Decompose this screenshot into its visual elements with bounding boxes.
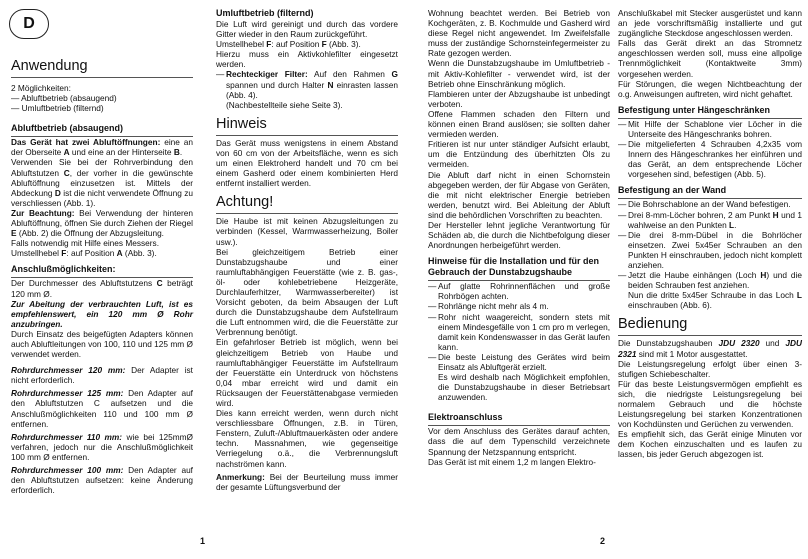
paragraph: Flambieren unter der Abzugshaube ist unbedingt verboten. bbox=[428, 88, 610, 109]
paragraph: Rohrdurchmesser 120 mm: Der Adapter ist nicht erforderlich. bbox=[11, 365, 193, 386]
paragraph: Bei gleichzeitigem Betrieb einer Dunstabzugshaube und einer raumluftabhängigen Feuerstätte (wie z. B. gas-, öl- oder kohlebetriebene Heizgeräte, Durchlauferhitzer, Warmwasserbereiter) ist Vorsicht geboten, da beim Absaugen der Luft durch die Dunstabzugshaube dem Aufstellraum die Luft entnommen wird, die die Feuerstätte zur Verbrennung benötigt. bbox=[216, 246, 398, 338]
paragraph: Umstellhebel F: auf Position A (Abb. 3). bbox=[11, 248, 157, 259]
paragraph: Anschlußkabel mit Stecker ausgerüstet und kann an jede vorschriftsmäßig installierte und gut zugängliche Steckdose angeschlossen werden. bbox=[618, 8, 802, 39]
page-number: 1 bbox=[200, 536, 206, 546]
paragraph: Fritieren ist nur unter ständiger Aufsicht erlaubt, um die Entzündung des überhitzten Öls zu vermeiden. bbox=[428, 139, 610, 170]
paragraph: Die Luft wird gereinigt und durch das vordere Gitter wieder in den Raum zurückgeführt. bbox=[216, 19, 398, 40]
paragraph: Vor dem Anschluss des Gerätes darauf achten, dass die auf dem Typenschild verzeichnete Spannung der Netzspannung entspricht. bbox=[428, 426, 610, 457]
paragraph: Verwenden Sie bei der Rohrverbindung den Abluftstutzen C, der vorher in die gewünschte Abluftöffnung einzusetzen ist. Mittels der Abdeckung D ist die nicht verwendete Öffnung zu verschliessen (Abb. 1). bbox=[11, 157, 193, 208]
paragraph: Falls das Gerät direkt an das Stromnetz angeschlossen werden soll, muss eine allpolige Trennmöglichkeit (Kontaktweite 3mm) vorgesehen werden. bbox=[618, 38, 802, 79]
heading-befestigung-wand: Befestigung an der Wand bbox=[618, 185, 802, 199]
paragraph: Das Gerät hat zwei Abluftöffnungen: eine an der Oberseite A und eine an der Hinterseite B. bbox=[11, 137, 193, 158]
paragraph: Offene Flammen schaden den Filtern und können einen Brand auslösen; sie sollten daher vermieden werden. bbox=[428, 108, 610, 140]
paragraph: Die Abluft darf nicht in einen Schornstein abgegeben werden, der für Abgase von Geräten, die mit nicht elektrischer Energie betrieben werden, benutzt wird. Bei Ableitung der Abluft sind die behördlichen Vorschriften zu beachten. bbox=[428, 169, 610, 220]
heading-hinweis: Hinweis bbox=[216, 116, 398, 136]
paragraph: Das Gerät muss wenigstens in einem Abstand von 60 cm von der Arbeitsfläche, wenn es sich um einen Elektroherd handelt und 70 cm bei einem Gasherd oder einem kombinierten Herd entfernt installiert werden. bbox=[216, 137, 398, 189]
paragraph: Wohnung beachtet werden. Bei Betrieb von Kochgeräten, z. B. Kochmulde und Gasherd wird diese Regel nicht angewendet. Im Zweifelsfalle muss der zuständige Schornsteinfegermeister zu Rate gezogen werden. bbox=[428, 8, 610, 59]
paragraph: Die Dunstabzugshauben JDU 2320 und JDU 2321 sind mit 1 Motor ausgestattet. bbox=[618, 338, 802, 359]
paragraph: Falls notwendig mit Hilfe eines Messers. bbox=[11, 238, 160, 249]
paragraph: Rohrdurchmesser 110 mm: wie bei 125mmØ verfahren, jedoch nur die Anschlußmöglichkeit 100 mm Ø entfernen. bbox=[11, 431, 193, 462]
heading-abluftbetrieb: Abluftbetrieb (absaugend) bbox=[11, 123, 193, 137]
list-item: — Rechteckiger Filter: Auf den Rahmen G spannen und durch Halter N einrasten lassen (Abb. 4). bbox=[216, 69, 398, 100]
heading-bedienung: Bedienung bbox=[618, 316, 802, 336]
page2-left-column bbox=[428, 8, 610, 467]
paragraph: Wenn die Dunstabzugshaube im Umluftbetrieb - mit Aktiv-Kohlefilter - verwendet wird, ist der Betrieb ohne Einschränkung möglich. bbox=[428, 58, 610, 89]
paragraph: Die Leistungsregelung erfolgt über einen 3-stufigen Schiebeschalter. bbox=[618, 358, 802, 379]
list-item: — Rohrlänge nicht mehr als 4 m. bbox=[428, 301, 549, 312]
list-item: — Die Bohrschablone an der Wand befestigen. bbox=[618, 199, 791, 210]
paragraph: Anmerkung: Bei der Beurteilung muss immer der gesamte Lüftungsverbund der bbox=[216, 471, 398, 492]
paragraph: Die Haube ist mit keinen Abzugsleitungen zu verbinden (Kessel, Warmwasserheizung, Boiler usw.). bbox=[216, 216, 398, 247]
paragraph: Zur Beachtung: Bei Verwendung der hinteren Abluftöffnung, öffnen Sie durch Ziehen der Riegel E (Abb. 2) die Öffnung der Abzugsleitung. bbox=[11, 207, 193, 239]
page1-right-column bbox=[216, 8, 398, 492]
heading-umluftbetrieb: Umluftbetrieb (filternd) bbox=[216, 8, 314, 18]
paragraph: Für das beste Leistungsvermögen empfiehlt es sich, die niedrigste Leistungsregelung bei normalem Gebrauch und die höchste Leistungsregelung bei starken Konzentrationen von Kochdünsten und Gerüchen zu verwenden. bbox=[618, 378, 802, 430]
page1-left-column bbox=[11, 58, 193, 495]
paragraph: Für Störungen, die wegen Nichtbeachtung der o.g. Anweisungen auftreten, wird nicht gehaftet. bbox=[618, 78, 802, 99]
paragraph: Dies kann erreicht werden, wenn durch nicht verschliessbare Öffnungen, z.B. in Türen, Fenstern, Zuluft-/Abluftmauerkästen oder andere techn. Massnahmen, wie gegenseitige Verriegelung o.ä., die Verbrennungsluft nachströmen kann. bbox=[216, 408, 398, 469]
list-item: — Rohr nicht waagereicht, sondern stets mit einem Mindesgefälle von 1 cm pro m verlegen, damit kein Kondenswasser in das Gerät laufen kann. bbox=[428, 311, 611, 352]
heading-achtung: Achtung! bbox=[216, 194, 398, 214]
paragraph: Der Durchmesser des Abluftstutzens C beträgt 120 mm Ø. bbox=[11, 278, 193, 299]
paragraph: Hierzu muss ein Aktivkohlefilter eingesetzt werden. bbox=[216, 49, 398, 70]
paragraph: Der Hersteller lehnt jegliche Verantwortung für Schäden ab, die durch die Nichtbefolgung dieser Anordnungen herbeigeführt werden. bbox=[428, 219, 610, 251]
paragraph: Es wird deshalb nach Möglichkeit empfohlen, die Dunstabzugshaube in dieser Betriebsart anzuwenden. bbox=[438, 372, 610, 403]
list-item: — Drei 8-mm-Löcher bohren, 2 am Punkt H und 1 wahlweise an den Punkten L. bbox=[618, 209, 802, 230]
page-number: 2 bbox=[600, 536, 606, 546]
list-item: — Jetzt die Haube einhängen (Loch H) und die beiden Schrauben fest anziehen. bbox=[618, 270, 802, 291]
list-item: — Mit Hilfe der Schablone vier Löcher in die Unterseite des Hängeschranks bohren. bbox=[618, 118, 802, 139]
paragraph: Rohrdurchmesser 125 mm: Den Adapter auf den Abluftstutzen C aufsetzen und die Anschlußmöglichkeiten 110 und 100 mm Ø entfernen. bbox=[11, 388, 193, 429]
paragraph: Rohrdurchmesser 100 mm: Den Adapter auf den Abluftstutzen aufsetzen: keine Änderung erforderlich. bbox=[11, 465, 193, 496]
paragraph: Das Gerät ist mit einem 1,2 m langen Elektro- bbox=[428, 456, 596, 467]
language-badge: D bbox=[9, 9, 49, 39]
text: — Abluftbetrieb (absaugend) bbox=[11, 93, 117, 104]
list-item: — Die mitgelieferten 4 Schrauben 4,2x35 vom Innern des Hängeschrankes her einführen und das Gerät, an dem entsprechende Löcher vorgesehen sind, befestigen (Abb. 5). bbox=[618, 139, 802, 180]
text: — Umluftbetrieb (filternd) bbox=[11, 103, 104, 114]
list-item: — Die drei 8-mm-Dübel in die Bohrlöcher einsetzen. Zwei 5x45er Schrauben an den Punkten H einschrauben, jedoch nicht komplett anziehen. bbox=[618, 229, 802, 270]
paragraph: Nun die dritte 5x45er Schraube in das Loch L einschrauben (Abb. 6). bbox=[628, 290, 802, 311]
page2-right-column bbox=[618, 8, 802, 460]
heading-anschluss: Anschlußmöglichkeiten: bbox=[11, 264, 193, 278]
paragraph: Durch Einsatz des beigefügten Adapters können auch Abluftleitungen von 100, 110 und 125 mm Ø verwendet werden. bbox=[11, 328, 193, 360]
heading-elektroanschluss: Elektroanschluss bbox=[428, 412, 610, 426]
paragraph: Zur Abeitung der verbrauchten Luft, ist es empfehlenswert, ein 120 mm Ø Rohr anzubringen. bbox=[11, 298, 193, 329]
heading-anwendung: Anwendung bbox=[11, 58, 193, 78]
page-2 bbox=[404, 0, 808, 559]
heading-installation: Hinweise für die Installation und für den Gebrauch der Dunstabzugshaube bbox=[428, 256, 610, 281]
paragraph: Es empfiehlt sich, das Gerät einige Minuten vor dem Kochen einzuschalten und es laufen zu lassen, bis jeder Geruch abgezogen ist. bbox=[618, 429, 802, 460]
paragraph: Umstellhebel F: auf Position F (Abb. 3). bbox=[216, 39, 361, 50]
text: 2 Möglichkeiten: bbox=[11, 83, 71, 93]
paragraph: Ein gefahrloser Betrieb ist möglich, wenn bei gleichzeitigem Betrieb von Haube und raumluftabhängiger Feuerstätte im Aufstellraum der Feuerstätte ein Unterdruck von höchstens 0,04 mbar erreicht wird und damit ein Rücksaugen der Feuerstättenabgase vermieden wird. bbox=[216, 337, 398, 408]
list-item: — Auf glatte Rohrinnenflächen und große Rohrbögen achten. bbox=[428, 281, 610, 302]
list-item: — Die beste Leistung des Gerätes wird beim Einsatz als Abluftgerät erzielt. bbox=[428, 351, 610, 372]
heading-befestigung-haengeschraenke: Befestigung unter Hängeschränken bbox=[618, 105, 802, 119]
paragraph: (Nachbestellteile siehe Seite 3). bbox=[226, 99, 343, 110]
